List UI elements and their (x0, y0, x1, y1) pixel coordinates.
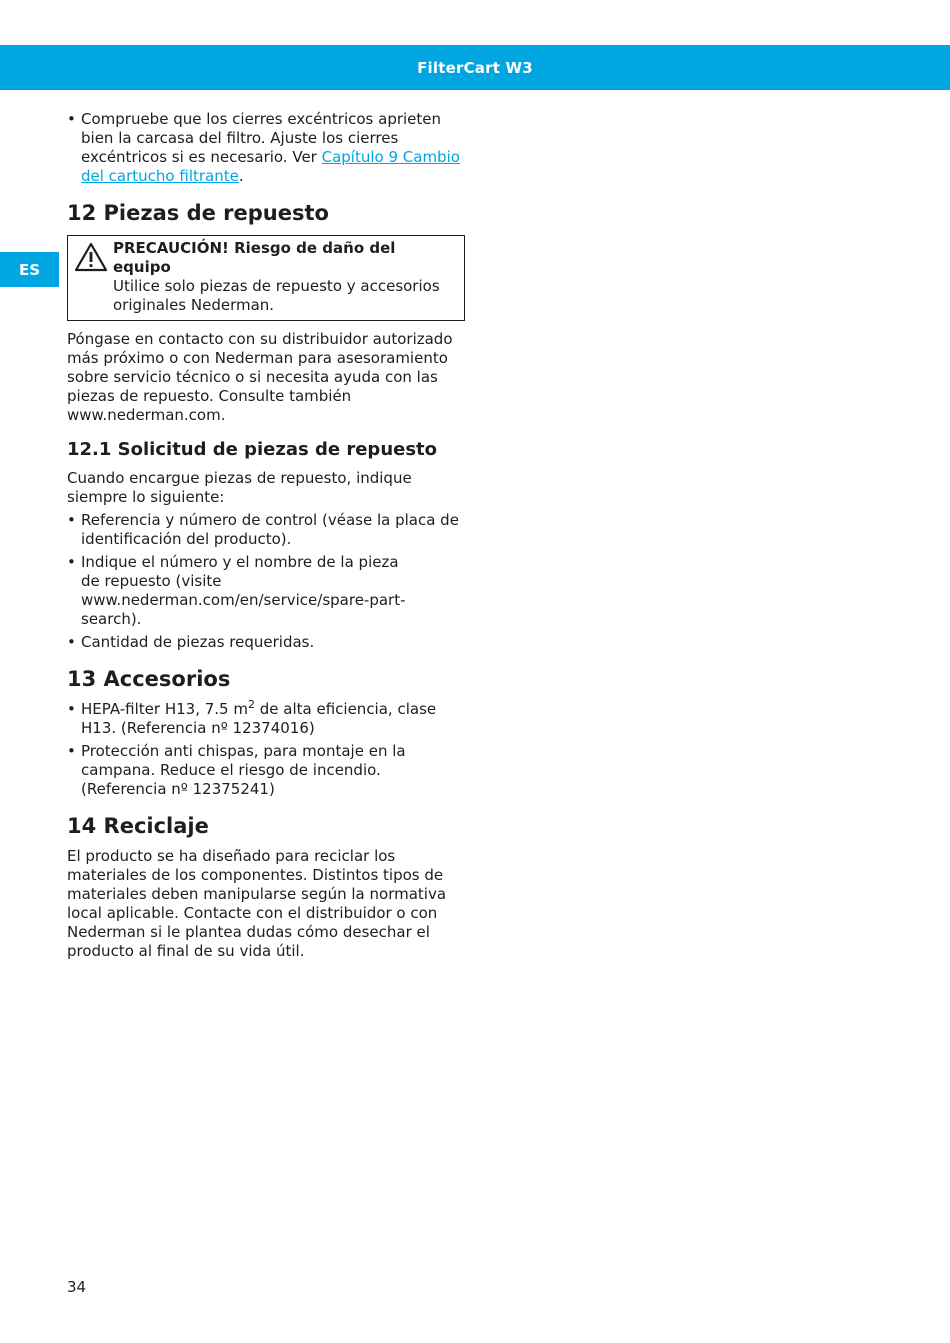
list-item: • Protección anti chispas, para montaje en la campana. Reduce el riesgo de incendio. (Referencia nº 12375241) (67, 742, 465, 799)
intro-list (67, 110, 465, 186)
page-header (0, 45, 950, 90)
chapter-9-link[interactable]: Capítulo 9 Cambio del cartucho filtrante (81, 148, 460, 185)
list-item: • Referencia y número de control (véase la placa de identificación del producto). (67, 511, 465, 549)
section-12-1-intro: Cuando encargue piezas de repuesto, indique siempre lo siguiente: (67, 469, 412, 506)
section-12-heading: 12 Piezas de repuesto (67, 201, 329, 225)
order-info-list (67, 511, 465, 652)
list-item: • Compruebe que los cierres excéntricos aprieten bien la carcasa del filtro. Ajuste los cierres excéntricos si es necesario. Ver Capítulo 9 Cambio del cartucho filtrante. (67, 110, 465, 186)
accessories-list (67, 700, 465, 799)
section-14-heading: 14 Reciclaje (67, 814, 209, 838)
section-13-heading: 13 Accesorios (67, 667, 231, 691)
section-12-1-heading: 12.1 Solicitud de piezas de repuesto (67, 439, 438, 460)
warning-icon (74, 242, 108, 272)
list-item: • HEPA-filter H13, 7.5 $m^2$ de alta eficiencia, clase H13. (Referencia nº 12374016) (67, 700, 465, 738)
document-title: FilterCart W3 (417, 58, 533, 77)
caution-box (67, 235, 465, 321)
section-12-body: Póngase en contacto con su distribuidor autorizado más próximo o con Nederman para asesoramiento sobre servicio técnico o si necesita ayuda con las piezas de repuesto. Consulte también www.nederman.com. (67, 330, 453, 424)
language-label: ES (18, 260, 41, 279)
list-item: • Indique el número y el nombre de la pieza de repuesto (visite www.nederman.com/en/service/spare-part-search). (67, 553, 465, 629)
main-content (67, 110, 465, 961)
caution-title: PRECAUCIÓN! Riesgo de daño del equipo (113, 239, 396, 276)
section-14-body: El producto se ha diseñado para reciclar los materiales de los componentes. Distintos tipos de materiales deben manipularse según la normativa local aplicable. Contacte con el distribuidor o con Nederman si le plantea dudas cómo desechar el producto al final de su vida útil. (67, 847, 447, 960)
caution-text: Utilice solo piezas de repuesto y accesorios originales Nederman. (113, 277, 440, 314)
language-tab (0, 252, 59, 287)
page-number: 34 (67, 1278, 87, 1296)
list-item: • Cantidad de piezas requeridas. (67, 633, 465, 652)
